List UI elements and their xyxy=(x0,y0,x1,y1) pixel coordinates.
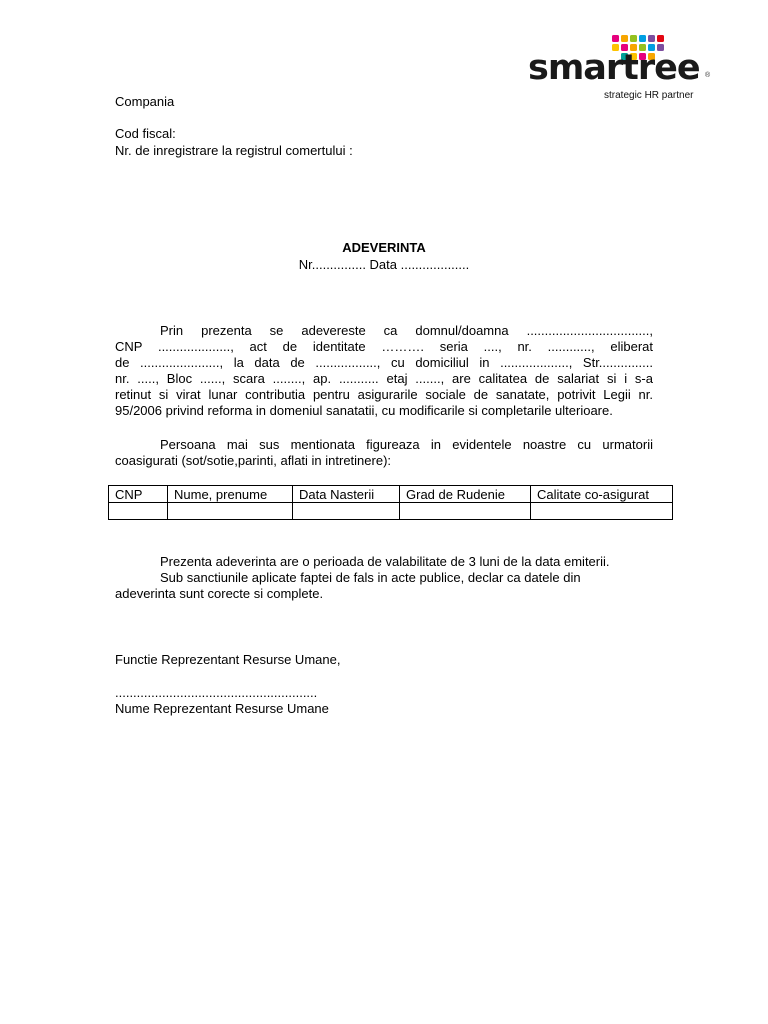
logo-square xyxy=(621,35,628,42)
logo-tagline: strategic HR partner xyxy=(604,90,694,101)
hr-function-label: Functie Reprezentant Resurse Umane, xyxy=(115,652,341,667)
paragraph-line: 95/2006 privind reforma in domeniul sanatatii, cu modificarile si completarile ulterioare. xyxy=(115,403,613,418)
column-header-cnp: CNP xyxy=(109,486,168,503)
table-cell[interactable] xyxy=(109,503,168,520)
logo-square xyxy=(657,35,664,42)
declaration-line: adeverinta sunt corecte si complete. xyxy=(115,586,324,601)
paragraph-line: retinut si virat lunar contributia pentru asigurarile sociale de sanatate, potrivit Legii nr. xyxy=(115,387,653,402)
table-header-row xyxy=(109,486,673,503)
dependents-table xyxy=(108,485,673,520)
logo-square xyxy=(612,35,619,42)
company-logo: smartree xyxy=(528,48,700,88)
logo-square xyxy=(630,35,637,42)
logo-square xyxy=(648,35,655,42)
paragraph-line: de ......................, la data de ................., cu domiciliul in ..................., Str............... xyxy=(115,355,653,370)
paragraph-line: nr. ....., Bloc ......, scara ........, ap. ........... etaj ......., are calitatea de salariat si i s-a xyxy=(115,371,653,386)
column-header-coinsured: Calitate co-asigurat xyxy=(531,486,673,503)
dependents-paragraph xyxy=(115,437,653,469)
table-cell[interactable] xyxy=(293,503,400,520)
signature-line: ........................................................ xyxy=(115,685,318,700)
certification-paragraph xyxy=(115,323,653,419)
paragraph-line: Prin prezenta se adevereste ca domnul/doamna .................................., xyxy=(160,323,653,338)
column-header-birth-date: Data Nasterii xyxy=(293,486,400,503)
company-label: Compania xyxy=(115,94,175,109)
column-header-name: Nume, prenume xyxy=(168,486,293,503)
logo-square xyxy=(639,35,646,42)
declaration-line: Sub sanctiunile aplicate faptei de fals in acte publice, declar ca datele din xyxy=(160,570,581,585)
table-cell[interactable] xyxy=(531,503,673,520)
document-title: ADEVERINTA xyxy=(342,240,426,255)
column-header-kinship: Grad de Rudenie xyxy=(400,486,531,503)
hr-name-label: Nume Reprezentant Resurse Umane xyxy=(115,701,329,716)
paragraph-line: coasigurati (sot/sotie,parinti, aflati in intretinere): xyxy=(115,453,392,468)
paragraph-line: CNP ...................., act de identitate ………. seria ...., nr. ............, eliberat xyxy=(115,339,653,354)
paragraph-line: Persoana mai sus mentionata figureaza in evidentele noastre cu urmatorii xyxy=(160,437,653,452)
validity-statement: Prezenta adeverinta are o perioada de valabilitate de 3 luni de la data emiterii. xyxy=(160,554,610,569)
table-row xyxy=(109,503,673,520)
fiscal-code-label: Cod fiscal: xyxy=(115,126,176,141)
registration-label: Nr. de inregistrare la registrul comertului : xyxy=(115,143,353,158)
registered-mark: ® xyxy=(705,72,711,79)
table-cell[interactable] xyxy=(168,503,293,520)
table-cell[interactable] xyxy=(400,503,531,520)
document-number-date: Nr............... Data ................... xyxy=(298,257,470,272)
